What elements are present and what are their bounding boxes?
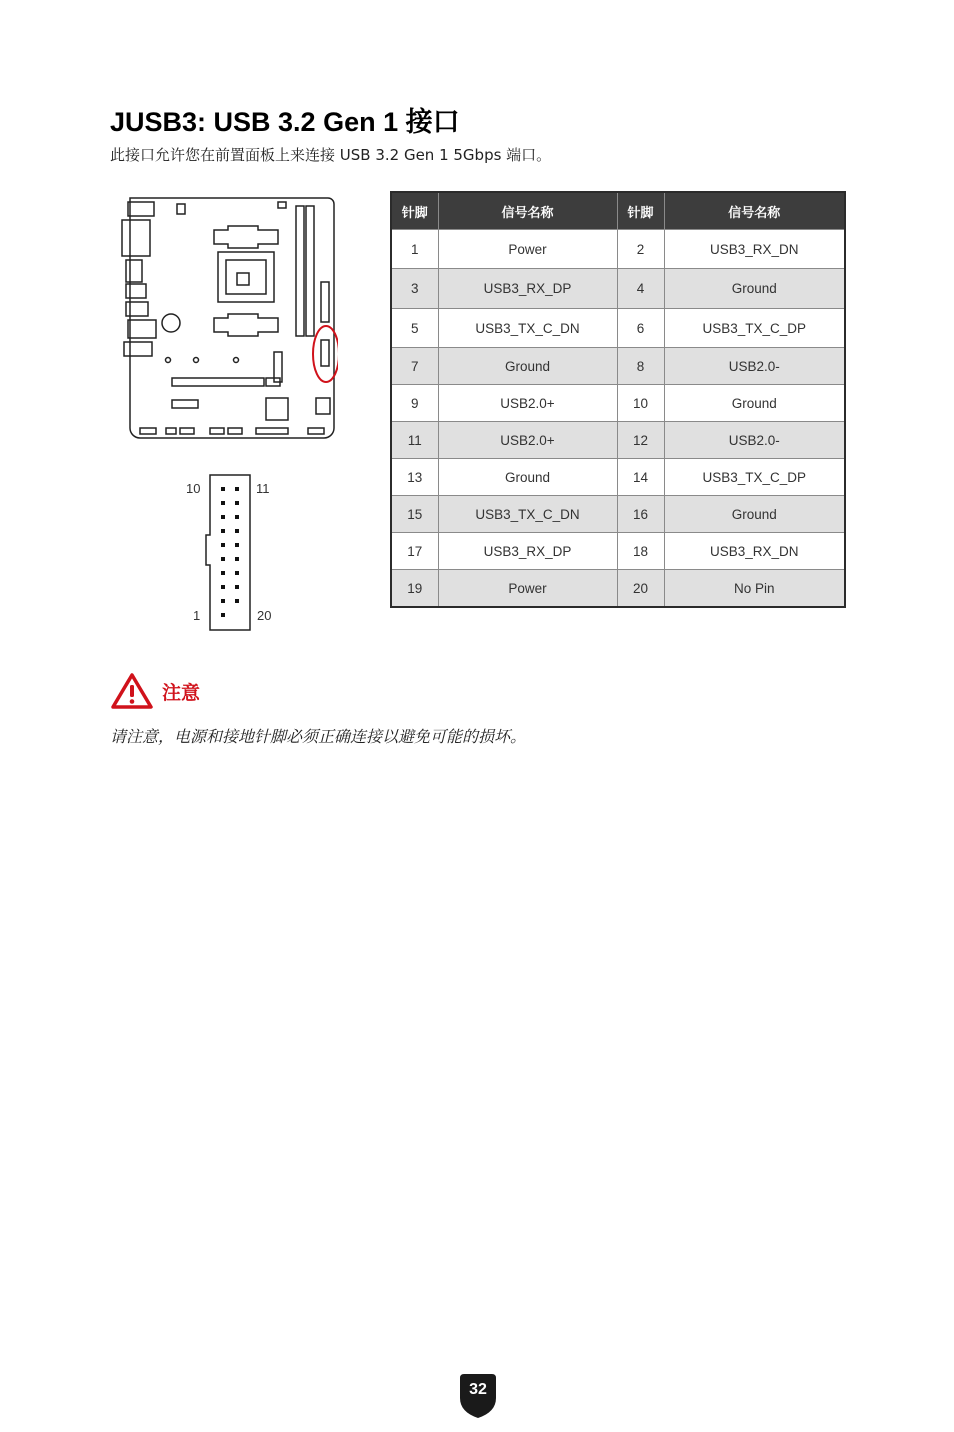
table-row — [391, 230, 845, 269]
pin-cell: 2 — [617, 230, 664, 269]
warning-triangle-icon — [110, 672, 154, 710]
col-header-pin: 针脚 — [617, 192, 664, 230]
pin-cell: 18 — [617, 533, 664, 570]
caution-heading — [110, 672, 200, 710]
signal-cell: USB2.0- — [664, 348, 845, 385]
pin-cell: 1 — [391, 230, 438, 269]
pin-cell: 12 — [617, 422, 664, 459]
signal-cell: USB3_TX_C_DP — [664, 459, 845, 496]
pin-cell: 8 — [617, 348, 664, 385]
signal-cell: USB3_RX_DN — [664, 230, 845, 269]
signal-cell: USB3_TX_C_DN — [438, 496, 617, 533]
pin-cell: 15 — [391, 496, 438, 533]
table-row — [391, 309, 845, 348]
table-row — [391, 269, 845, 309]
table-row — [391, 533, 845, 570]
col-header-signal: 信号名称 — [438, 192, 617, 230]
pin-cell: 4 — [617, 269, 664, 309]
page-number: 32 — [469, 1381, 487, 1398]
caution-title: 注意 — [162, 681, 201, 704]
table-row — [391, 385, 845, 422]
signal-cell: Power — [438, 570, 617, 608]
signal-cell: USB3_RX_DN — [664, 533, 845, 570]
signal-cell: Ground — [438, 348, 617, 385]
signal-cell: Ground — [664, 269, 845, 309]
pin-label-top-right: 11 — [256, 481, 270, 496]
pin-cell: 17 — [391, 533, 438, 570]
pin-cell: 3 — [391, 269, 438, 309]
pin-cell: 13 — [391, 459, 438, 496]
table-header-row — [391, 192, 845, 230]
pin-cell: 5 — [391, 309, 438, 348]
signal-cell: No Pin — [664, 570, 845, 608]
table-row — [391, 348, 845, 385]
signal-cell: Ground — [664, 385, 845, 422]
table-row — [391, 422, 845, 459]
pin-definition-table — [390, 191, 846, 608]
pin-cell: 7 — [391, 348, 438, 385]
pin-cell: 19 — [391, 570, 438, 608]
motherboard-diagram — [118, 190, 338, 445]
col-header-signal: 信号名称 — [664, 192, 845, 230]
pin-cell: 14 — [617, 459, 664, 496]
pin-cell: 10 — [617, 385, 664, 422]
pin-cell: 20 — [617, 570, 664, 608]
signal-cell: USB3_RX_DP — [438, 269, 617, 309]
table-row — [391, 459, 845, 496]
signal-cell: Ground — [438, 459, 617, 496]
col-header-pin: 针脚 — [391, 192, 438, 230]
pin-cell: 16 — [617, 496, 664, 533]
signal-cell: Ground — [664, 496, 845, 533]
signal-cell: USB2.0+ — [438, 385, 617, 422]
signal-cell: USB3_TX_C_DP — [664, 309, 845, 348]
pin-cell: 6 — [617, 309, 664, 348]
table-row — [391, 570, 845, 608]
pin-label-bottom-right: 20 — [257, 608, 272, 623]
signal-cell: USB3_TX_C_DN — [438, 309, 617, 348]
signal-cell: Power — [438, 230, 617, 269]
signal-cell: USB2.0- — [664, 422, 845, 459]
pin-cell: 9 — [391, 385, 438, 422]
page-description: 此接口允许您在前置面板上来连接 USB 3.2 Gen 1 5Gbps 端口。 — [110, 146, 552, 164]
page-title: JUSB3: USB 3.2 Gen 1 接口 — [110, 107, 460, 137]
pin-label-top-left: 10 — [186, 481, 201, 496]
pin-cell: 11 — [391, 422, 438, 459]
signal-cell: USB2.0+ — [438, 422, 617, 459]
caution-text: 请注意，电源和接地针脚必须正确连接以避免可能的损坏。 — [110, 727, 527, 746]
table-row — [391, 496, 845, 533]
signal-cell: USB3_RX_DP — [438, 533, 617, 570]
pin-label-bottom-left: 1 — [193, 608, 201, 623]
